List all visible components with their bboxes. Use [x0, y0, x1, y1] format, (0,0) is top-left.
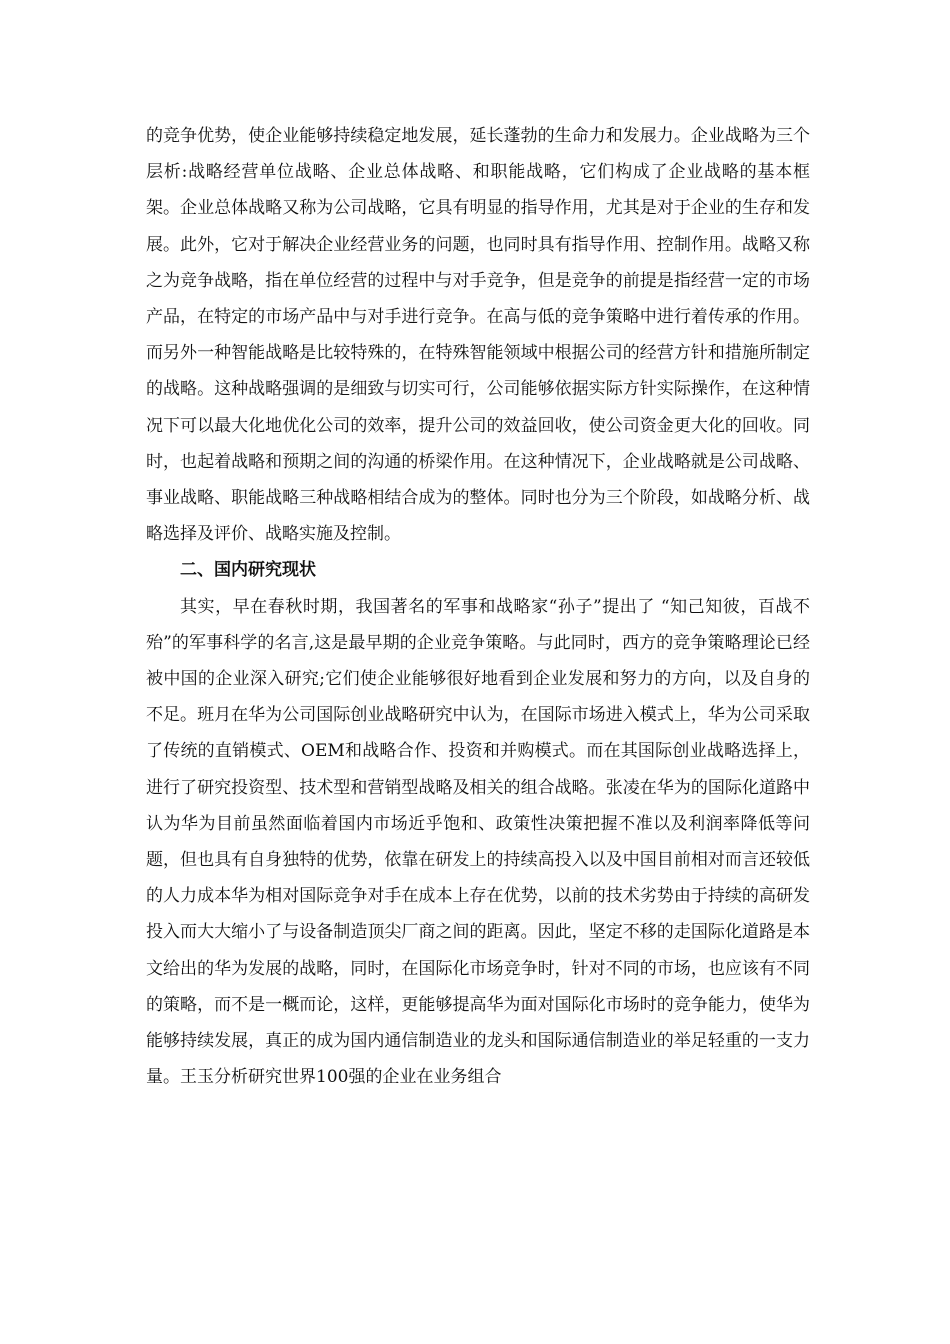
- body-paragraph-continued: 的竞争优势，使企业能够持续稳定地发展，延长蓬勃的生命力和发展力。企业战略为三个层析:战略经营单位战略、企业总体战略、和职能战略，它们构成了企业战略的基本框架。企业总体战略又称为公司战略，它具有明显的指导作用，尤其是对于企业的生存和发展。此外，它对于解决企业经营业务的问题，也同时具有指导作用、控制作用。战略又称之为竞争战略，指在单位经营的过程中与对手竞争，但是竞争的前提是指经营一定的市场产品，在特定的市场产品中与对手进行竞争。在高与低的竞争策略中进行着传承的作用。而另外一种智能战略是比较特殊的，在特殊智能领域中根据公司的经营方针和措施所制定的战略。这种战略强调的是细致与切实可行，公司能够依据实际方针实际操作，在这种情况下可以最大化地优化公司的效率，提升公司的效益回收，使公司资金更大化的回收。同时，也起着战略和预期之间的沟通的桥梁作用。在这种情况下，企业战略就是公司战略、事业战略、职能战略三种战略相结合成为的整体。同时也分为三个阶段，如战略分析、战略选择及评价、战略实施及控制。: [146, 126, 810, 545]
- body-paragraph: 其实，早在春秋时期，我国著名的军事和战略家“孙子”提出了 “知己知彼，百战不殆”的军事科学的名言,这是最早期的企业竞争策略。与此同时，西方的竞争策略理论已经被中国的企业深入研究;它们使企业能够很好地看到企业发展和努力的方向，以及自身的不足。班月在华为公司国际创业战略研究中认为，在国际市场进入模式上，华为公司采取了传统的直销模式、OEM和战略合作、投资和并购模式。而在其国际创业战略选择上，进行了研究投资型、技术型和营销型战略及相关的组合战略。张凌在华为的国际化道路中认为华为目前虽然面临着国内市场近乎饱和、政策性决策把握不准以及利润率降低等问题，但也具有自身独特的优势，依靠在研发上的持续高投入以及中国目前相对而言还较低的人力成本华为相对国际竞争对手在成本上存在优势，以前的技术劣势由于持续的高研发投入而大大缩小了与设备制造顶尖厂商之间的距离。因此，坚定不移的走国际化道路是本文给出的华为发展的战略，同时，在国际化市场竞争时，针对不同的市场，也应该有不同的策略，而不是一概而论，这样，更能够提高华为面对国际化市场时的竞争能力，使华为能够持续发展，真正的成为国内通信制造业的龙头和国际通信制造业的举足轻重的一支力量。王玉分析研究世界100强的企业在业务组合: [146, 596, 810, 1088]
- section-heading: 二、国内研究现状: [180, 560, 316, 581]
- document-page: [146, 118, 810, 1095]
